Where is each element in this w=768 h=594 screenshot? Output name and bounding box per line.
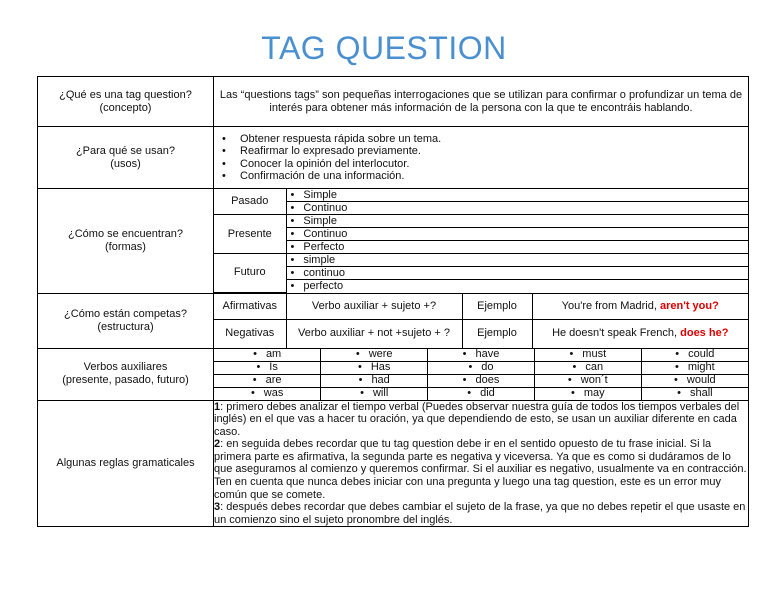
rule-text: : después debes recordar que debes cambiar el sujeto de la frase, ya que no debes repetir el que usaste en un comienzo sino el sujeto pronombre del inglés. (214, 501, 746, 526)
rule-text: : primero debes analizar el tiempo verbal (Puedes observar nuestra guía de todos los tiempos verbales del inglés) en el que vas a hacer tu oración, ya que dependiendo de esto, se usan un auxiliar diferente en cada caso. (214, 400, 740, 438)
row-forms (38, 189, 749, 294)
list-item: • Confirmación de una información. (240, 170, 748, 183)
aux-verb: • shall (641, 387, 748, 400)
row-rules (38, 400, 749, 527)
example-sentence (532, 320, 748, 348)
form-item: • perfecto (286, 280, 748, 293)
forms-cell (214, 189, 749, 294)
structure-table (214, 294, 748, 348)
example-label: Ejemplo (462, 294, 532, 320)
row-label-uses: ¿Para qué se usan? (usos) (38, 127, 214, 189)
aux-verb: • do (428, 361, 535, 374)
aux-verb: • Is (214, 361, 321, 374)
concept-text: Las “questions tags” son pequeñas interrogaciones que se utilizan para confirmar o profundizar un tema de interés para obtener más información de la persona con la que te encontráis hablando. (214, 77, 749, 127)
row-label-rules: Algunas reglas gramaticales (38, 400, 214, 527)
uses-cell (214, 127, 749, 189)
row-label-concept: ¿Qué es una tag question? (concepto) (38, 77, 214, 127)
table-row (214, 374, 748, 387)
table-row (214, 267, 748, 280)
form-item: • Simple (286, 189, 748, 202)
aux-verb: • would (641, 374, 748, 387)
aux-verb: • am (214, 349, 321, 362)
aux-verb: • have (428, 349, 535, 362)
row-structure (38, 293, 749, 348)
aux-verb: • are (214, 374, 321, 387)
form-item: • Continuo (286, 228, 748, 241)
table-row (214, 280, 748, 293)
aux-verb: • must (534, 349, 641, 362)
structure-type: Afirmativas (214, 294, 286, 320)
aux-verb: • did (428, 387, 535, 400)
form-item: • Perfecto (286, 241, 748, 254)
form-item: • Simple (286, 215, 748, 228)
table-row (214, 228, 748, 241)
row-label-auxiliaries: Verbos auxiliares (presente, pasado, futuro) (38, 348, 214, 400)
rule-text: : en seguida debes recordar que tu tag question debe ir en el sentido opuesto de tu frase inicial. Si la primera parte es afirmativa, la segunda parte es negativa y viceversa. Ya que es como si dudáramos de lo que aseguramos al comienzo y queremos confirmar. Si el auxiliar es negativo, usualmente va en contracción. Ten en cuenta que nunca debes iniciar con una pregunta y luego una tag question, este es un error muy común que se comete. (214, 438, 747, 501)
tense-presente: Presente (214, 215, 286, 254)
rule-item (214, 501, 748, 526)
aux-verb: • may (534, 387, 641, 400)
aux-verb: • can (534, 361, 641, 374)
rule-number: 1 (214, 400, 221, 413)
table-row (214, 361, 748, 374)
auxiliaries-table (214, 349, 748, 400)
table-row (214, 241, 748, 254)
example-sentence (532, 294, 748, 320)
rule-item (214, 438, 748, 501)
example-label: Ejemplo (462, 320, 532, 348)
example-tag: aren't you? (659, 299, 719, 312)
structure-formula: Verbo auxiliar + not +sujeto + ? (286, 320, 462, 348)
aux-verb: • won´t (534, 374, 641, 387)
example-tag: does he? (680, 327, 729, 340)
rule-item (214, 401, 748, 439)
table-row (214, 202, 748, 215)
list-item: • Conocer la opinión del interlocutor. (240, 158, 748, 171)
rule-number: 3 (214, 501, 221, 514)
form-item: • continuo (286, 267, 748, 280)
table-row (214, 254, 748, 267)
rules-cell (214, 400, 749, 527)
form-item: • simple (286, 254, 748, 267)
table-row (214, 349, 748, 362)
aux-verb: • might (641, 361, 748, 374)
aux-verb: • does (428, 374, 535, 387)
table-row (214, 320, 748, 348)
tag-question-table (37, 76, 749, 527)
aux-verb: • Has (321, 361, 428, 374)
list-item: • Reafirmar lo expresado previamente. (240, 145, 748, 158)
table-row (214, 387, 748, 400)
structure-cell (214, 293, 749, 348)
table-row (214, 189, 748, 202)
example-text: You're from Madrid, (561, 299, 660, 312)
table-row (214, 215, 748, 228)
aux-verb: • had (321, 374, 428, 387)
row-label-structure: ¿Cómo están competas? (estructura) (38, 293, 214, 348)
page-title: TAG QUESTION (261, 30, 507, 66)
aux-verb: • could (641, 349, 748, 362)
form-item: • Continuo (286, 202, 748, 215)
tense-futuro: Futuro (214, 254, 286, 293)
aux-verb: • will (321, 387, 428, 400)
row-label-forms: ¿Cómo se encuentran? (formas) (38, 189, 214, 294)
list-item: • Obtener respuesta rápida sobre un tema. (240, 133, 748, 146)
auxiliaries-cell (214, 348, 749, 400)
aux-verb: • was (214, 387, 321, 400)
forms-table (214, 189, 748, 293)
aux-verb: • were (321, 349, 428, 362)
row-uses (38, 127, 749, 189)
tense-pasado: Pasado (214, 189, 286, 215)
structure-type: Negativas (214, 320, 286, 348)
rule-number: 2 (214, 438, 221, 451)
uses-list (214, 133, 748, 183)
row-concept (38, 77, 749, 127)
table-row (214, 294, 748, 320)
example-text: He doesn't speak French, (552, 327, 681, 340)
structure-formula: Verbo auxiliar + sujeto +? (286, 294, 462, 320)
row-auxiliaries (38, 348, 749, 400)
